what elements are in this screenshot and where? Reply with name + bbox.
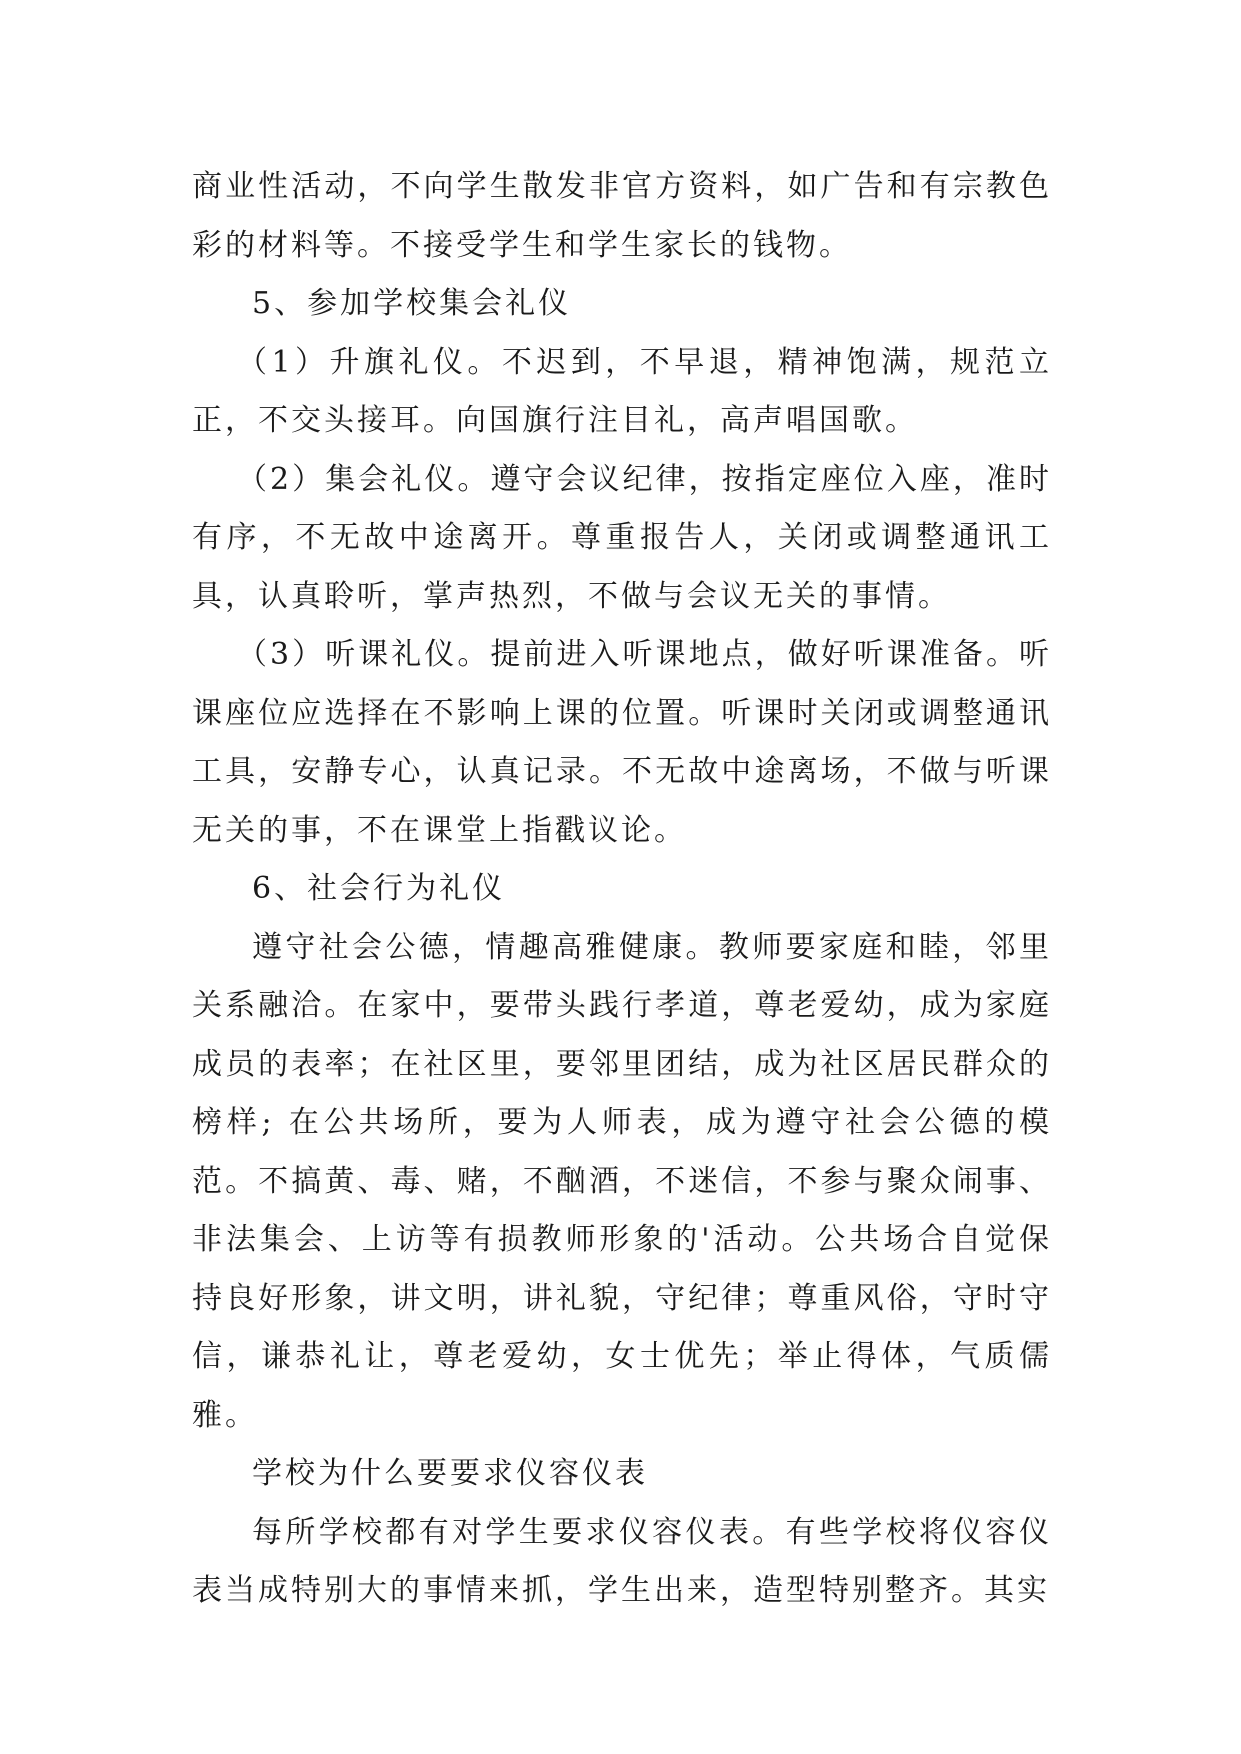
document-body	[192, 158, 1052, 1621]
paragraph-social-conduct: 遵守社会公德，情趣高雅健康。教师要家庭和睦，邻里关系融洽。在家中，要带头践行孝道，尊老爱幼，成为家庭成员的表率；在社区里，要邻里团结，成为社区居民群众的榜样; 在公共场所，要为人师表，成为遵守社会公德的模范。不搞黄、毒、赌，不酗酒，不迷信，不参与聚众闹事、非法集会、上访等有损教师形象的'活动。公共场合自觉保持良好形象，讲文明，讲礼貌，守纪律；尊重风俗，守时守信，谦恭礼让，尊老爱幼，女士优先；举止得体，气质儒雅。	[192, 929, 1052, 1433]
section-heading-appearance: 学校为什么要要求仪容仪表	[252, 1456, 648, 1491]
section-heading-assembly-etiquette: 5、参加学校集会礼仪	[252, 286, 572, 321]
paragraph-continuation: 商业性活动，不向学生散发非官方资料，如广告和有宗教色彩的材料等。不接受学生和学生家长的钱物。	[192, 169, 1052, 263]
section-heading-social-etiquette: 6、社会行为礼仪	[252, 871, 506, 906]
paragraph-flag-raising: （1）升旗礼仪。不迟到，不早退，精神饱满，规范立正，不交头接耳。向国旗行注目礼，高声唱国歌。	[192, 344, 1052, 438]
paragraph-appearance: 每所学校都有对学生要求仪容仪表。有些学校将仪容仪表当成特别大的事情来抓，学生出来，造型特别整齐。其实	[192, 1514, 1052, 1608]
paragraph-assembly: （2）集会礼仪。遵守会议纪律，按指定座位入座，准时有序，不无故中途离开。尊重报告人，关闭或调整通讯工具，认真聆听，掌声热烈，不做与会议无关的事情。	[192, 461, 1052, 614]
paragraph-lecture-attendance: （3）听课礼仪。提前进入听课地点，做好听课准备。听课座位应选择在不影响上课的位置。听课时关闭或调整通讯工具，安静专心，认真记录。不无故中途离场，不做与听课无关的事，不在课堂上指戳议论。	[192, 637, 1052, 848]
